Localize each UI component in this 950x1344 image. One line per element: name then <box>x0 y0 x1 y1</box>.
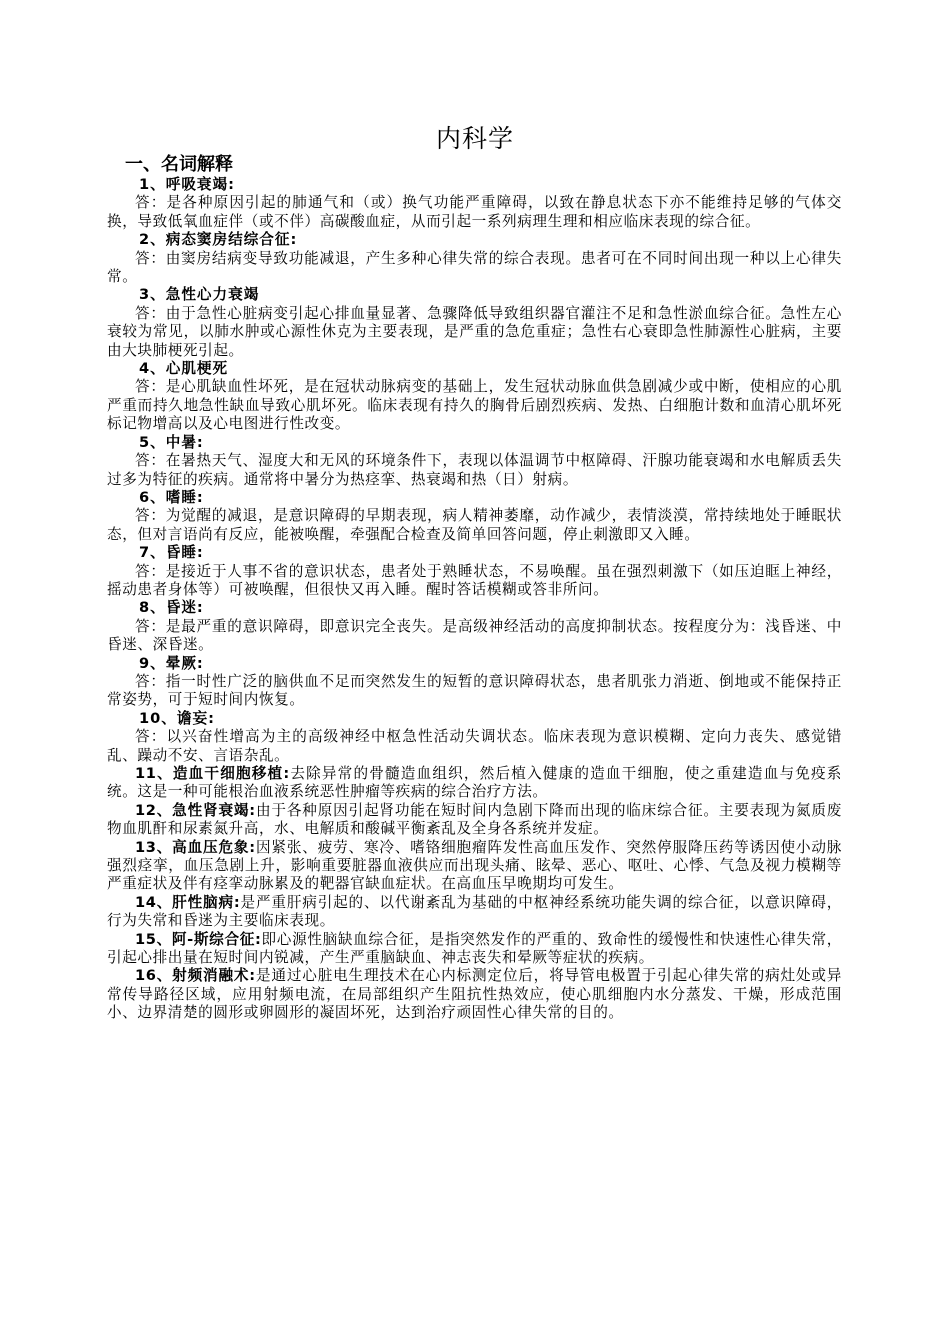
term-heading: 8、昏迷: <box>139 599 204 617</box>
entry-term: 13、高血压危象: <box>135 838 256 856</box>
term-answer: 答：是接近于人事不省的意识状态，患者处于熟睡状态，不易唤醒。虽在强烈刺激下（如压迫眶上神经，摇动患者身体等）可被唤醒，但很快又再入睡。醒时答话模糊或答非所问。 <box>107 562 842 598</box>
term-heading: 6、嗜睡: <box>139 488 204 506</box>
term-answer: 答：由于急性心脏病变引起心排血量显著、急骤降低导致组织器官灌注不足和急性淤血综合征。急性左心衰较为常见，以肺水肿或心源性休克为主要表现，是严重的急危重症；急性右心衰即急性肺源性心脏病，主要由大块肺梗死引起。 <box>107 304 842 359</box>
entry-text: 是通过心脏电生理技术在心内标测定位后，将导管电极置于引起心律失常的病灶处或异常传导路径区域，应用射频电流，在局部组织产生阻抗性热效应，使心肌细胞内水分蒸发、干燥，形成范围小、边界清楚的圆形或卵圆形的凝固坏死，达到治疗顽固性心律失常的目的。 <box>107 967 842 1022</box>
entry-text: 即心源性脑缺血综合征，是指突然发作的严重的、致命性的缓慢性和快速性心律失常，引起心排出量在短时间内锐减，产生严重脑缺血、神志丧失和晕厥等症状的疾病。 <box>107 930 842 967</box>
entry-term: 16、射频消融术: <box>135 967 256 985</box>
entry-text: 由于各种原因引起肾功能在短时间内急剧下降而出现的临床综合征。主要表现为氮质废物血肌酐和尿素氮升高，水、电解质和酸碱平衡紊乱及全身各系统并发症。 <box>107 801 842 838</box>
inline-entry <box>107 802 842 839</box>
inline-entry <box>107 967 842 1022</box>
term-heading: 1、呼吸衰竭: <box>139 176 235 193</box>
inline-entry <box>107 931 842 968</box>
inline-entry <box>107 839 842 894</box>
entry-text: 因紧张、疲劳、寒冷、嗜铬细胞瘤阵发性高血压发作、突然停服降压药等诱因使小动脉强烈痉挛，血压急剧上升，影响重要脏器血液供应而出现头痛、眩晕、恶心、呕吐、心悸、气急及视力模糊等严重症状及伴有痉挛动脉累及的靶器官缺血症状。在高血压早晚期均可发生。 <box>107 838 842 893</box>
inline-entry <box>107 894 842 931</box>
term-heading: 10、谵妄: <box>139 709 215 727</box>
term-answer: 答：为觉醒的减退，是意识障碍的早期表现，病人精神萎靡，动作减少，表情淡漠，常持续地处于睡眠状态，但对言语尚有反应，能被唤醒，牵强配合检查及简单回答问题，停止刺激即又入睡。 <box>107 507 842 543</box>
inline-entry <box>107 765 842 802</box>
term-heading: 4、心肌梗死 <box>139 360 229 378</box>
entry-term: 11、造血干细胞移植: <box>135 765 290 782</box>
entry-term: 14、肝性脑病: <box>135 893 241 911</box>
term-answer: 答：以兴奋性增高为主的高级神经中枢急性活动失调状态。临床表现为意识模糊、定向力丧失、感觉错乱、躁动不安、言语杂乱。 <box>107 728 842 764</box>
entry-term: 12、急性肾衰竭: <box>135 801 256 819</box>
entry-term: 15、阿-斯综合征: <box>135 930 262 948</box>
term-heading: 2、病态窦房结综合征: <box>139 231 298 249</box>
page-title: 内科学 <box>435 124 514 153</box>
term-heading: 3、急性心力衰竭 <box>139 286 260 304</box>
term-answer: 答：是心肌缺血性坏死，是在冠状动脉病变的基础上，发生冠状动脉血供急剧减少或中断，使相应的心肌严重而持久地急性缺血导致心肌坏死。临床表现有持久的胸骨后剧烈疾病、发热、白细胞计数和血清心肌坏死标记物增高以及心电图进行性改变。 <box>107 378 842 433</box>
term-answer: 答：是最严重的意识障碍，即意识完全丧失。是高级神经活动的高度抑制状态。按程度分为：浅昏迷、中昏迷、深昏迷。 <box>107 617 842 654</box>
term-heading: 7、昏睡: <box>139 544 204 562</box>
term-answer: 答：是各种原因引起的肺通气和（或）换气功能严重障碍，以致在静息状态下亦不能维持足够的气体交换，导致低氧血症伴（或不伴）高碳酸血症，从而引起一系列病理生理和相应临床表现的综合征。 <box>107 194 842 230</box>
entry-text: 是严重肝病引起的、以代谢紊乱为基础的中枢神经系统功能失调的综合征，以意识障碍，行为失常和昏迷为主要临床表现。 <box>107 893 843 930</box>
document-body <box>107 176 842 1023</box>
term-answer: 答：在暑热天气、湿度大和无风的环境条件下，表现以体温调节中枢障碍、汗腺功能衰竭和水电解质丢失过多为特征的疾病。通常将中暑分为热痉挛、热衰竭和热（日）射病。 <box>107 452 842 488</box>
term-answer: 答：由窦房结病变导致功能减退，产生多种心律失常的综合表现。患者可在不同时间出现一种以上心律失常。 <box>107 249 842 286</box>
term-heading: 9、晕厥: <box>139 654 204 672</box>
term-heading: 5、中暑: <box>139 433 204 451</box>
term-answer: 答：指一时性广泛的脑供血不足而突然发生的短暂的意识障碍状态，患者肌张力消逝、倒地或不能保持正常姿势，可于短时间内恢复。 <box>107 672 842 709</box>
entry-text: 去除异常的骨髓造血组织，然后植入健康的造血干细胞，使之重建造血与免疫系统。这是一种可能根治血液系统恶性肿瘤等疾病的综合治疗方法。 <box>107 765 842 801</box>
section-heading: 一、名词解释 <box>125 154 233 175</box>
